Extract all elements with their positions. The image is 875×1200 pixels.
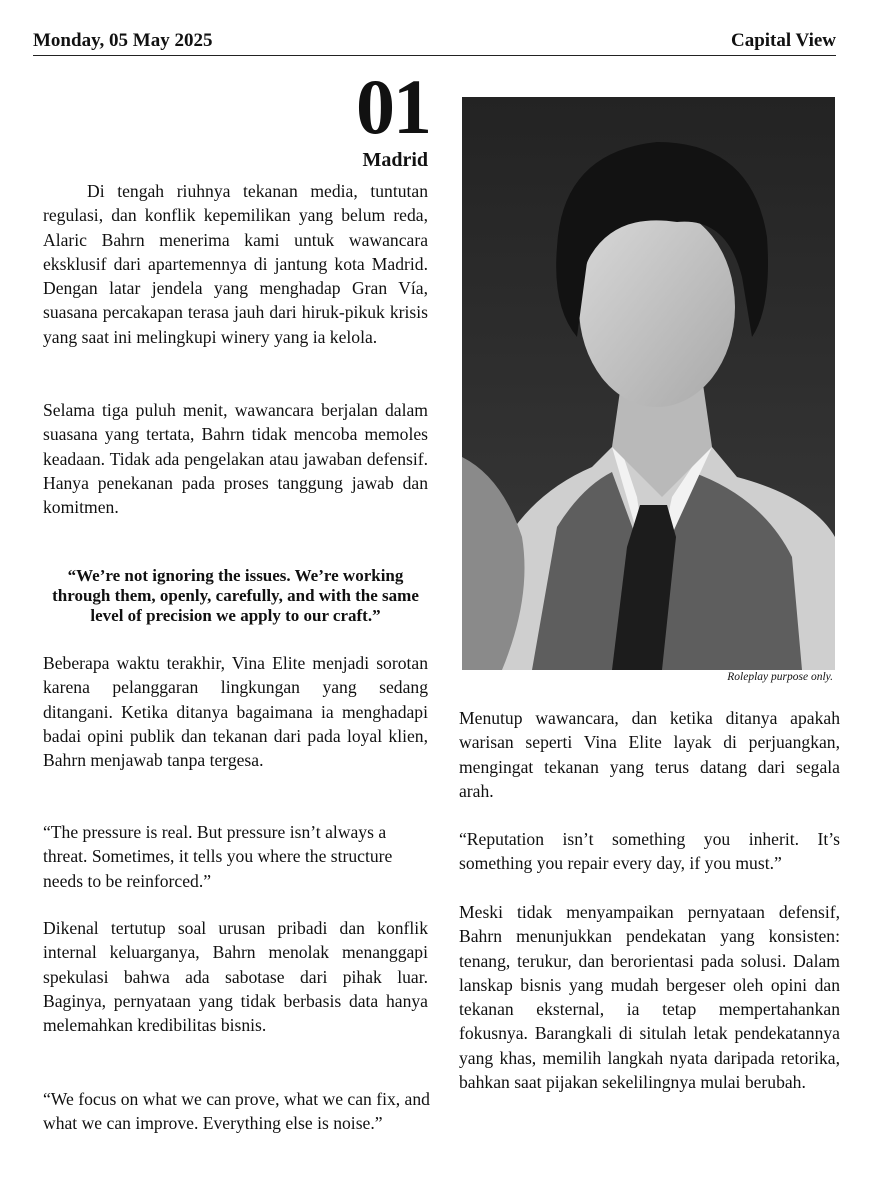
paragraph: Selama tiga puluh menit, wawancara berjalan dalam suasana yang tertata, Bahrn tidak mencoba memoles keadaan. Tidak ada pengelakan atau jawaban defensif. Hanya penekanan pada proses tanggung jawab dan komitmen. [43, 400, 428, 518]
article-quote [43, 820, 433, 893]
publication-name: Capital View [730, 30, 836, 51]
photo-caption: Roleplay purpose only. [727, 671, 833, 683]
portrait-photo [462, 97, 835, 670]
article-location: Madrid [362, 149, 428, 171]
paragraph: Menutup wawancara, dan ketika ditanya apakah warisan seperti Vina Elite layak di perjuangkan, mengingat tekanan yang terus datang dari segala arah. [459, 708, 840, 801]
paragraph: Di tengah riuhnya tekanan media, tuntutan regulasi, dan konflik kepemilikan yang belum reda, Alaric Bahrn menerima kami untuk wawancara eksklusif dari apartemennya di jantung kota Madrid. Dengan latar jendela yang menghadap Gran Vía, suasana percakapan terasa jauh dari hiruk-pikuk krisis yang saat ini melingkupi winery yang ia kelola. [43, 181, 428, 347]
masthead [33, 28, 836, 56]
issue-date: Monday, 05 May 2025 [33, 30, 213, 51]
article-quote [459, 827, 840, 876]
article-intro [43, 179, 428, 349]
quote-paragraph: “Reputation isn’t something you inherit. It’s something you repair every day, if you must.” [459, 829, 840, 874]
article-body [459, 900, 840, 1094]
pull-quote: “We’re not ignoring the issues. We’re working through them, openly, carefully, and with the same level of precision we apply to our craft.” [52, 566, 419, 625]
paragraph: Dikenal tertutup soal urusan pribadi dan konflik internal keluarganya, Bahrn menolak menanggapi spekulasi bahwa ada sabotase dari pihak luar. Baginya, pernyataan yang tidak berbasis data hanya melemahkan kredibilitas bisnis. [43, 918, 428, 1036]
article-number: 01 [356, 63, 430, 150]
portrait-illustration [462, 97, 835, 670]
article-body [43, 916, 428, 1037]
article-body [43, 651, 428, 772]
quote-paragraph: “The pressure is real. But pressure isn’t always a threat. Sometimes, it tells you where the structure needs to be reinforced.” [43, 822, 393, 891]
paragraph: Meski tidak menyampaikan pernyataan defensif, Bahrn menunjukkan pendekatan yang konsisten: tenang, terukur, dan berorientasi pada solusi. Dalam lanskap bisnis yang mudah bergeser oleh opini dan tekanan eksternal, ia tetap mempertahankan fokusnya. Barangkali di situlah letak pendekatannya yang khas, memilih langkah nyata daripada retorika, bahkan saat pijakan sekelilingnya mulai berubah. [459, 902, 840, 1093]
article-body [43, 398, 428, 519]
quote-paragraph: “We focus on what we can prove, what we can fix, and what we can improve. Everything else is noise.” [43, 1089, 430, 1134]
paragraph: Beberapa waktu terakhir, Vina Elite menjadi sorotan karena pelanggaran lingkungan yang sedang ditangani. Ketika ditanya bagaimana ia menghadapi badai opini publik dan tekanan dari pada loyal klien, Bahrn menjawab tanpa tergesa. [43, 653, 428, 771]
article-body [459, 706, 840, 803]
article-quote [43, 1087, 433, 1136]
